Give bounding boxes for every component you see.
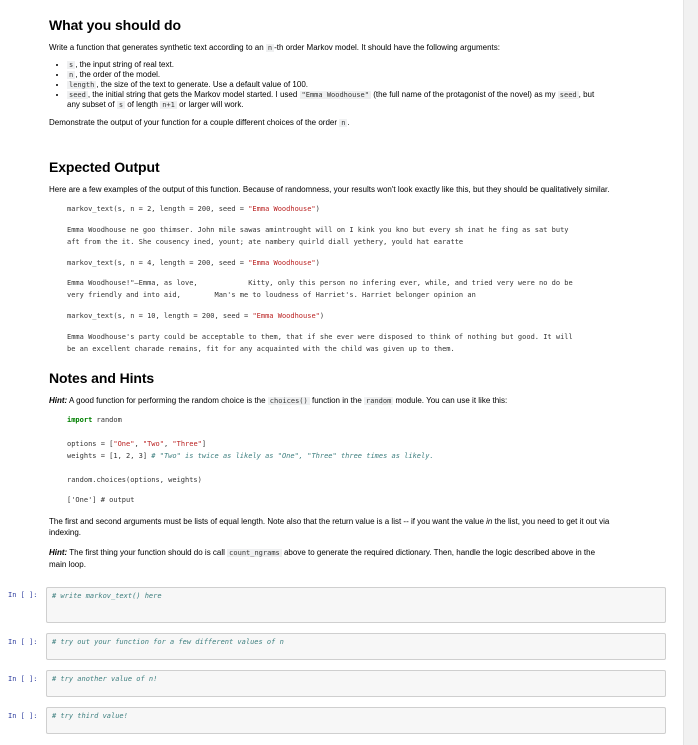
code-options: options = ["One", "Two", "Three"] bbox=[67, 440, 207, 448]
heading-expected-output: Expected Output bbox=[49, 159, 160, 175]
code-cell-input[interactable]: # write markov_text() here bbox=[46, 587, 666, 623]
example-output-1: Emma Woodhouse ne goo thimser. John mile sawas amintrought will on I kink you kno but every sh inat he fing as sat buty aft from the it. She cousency ined, yount; ate nambery quirld diall yethery, yould hat earatte bbox=[67, 226, 569, 246]
cell-prompt: In [ ]: bbox=[8, 675, 38, 683]
example-call-1: markov_text(s, n = 2, length = 200, seed = "Emma Woodhouse") bbox=[67, 205, 320, 213]
code-cell-input[interactable]: # try third value! bbox=[46, 707, 666, 734]
example-output-3: Emma Woodhouse's party could be acceptable to them, that if she ever were disposed to think of nothing but good. It will be an excellent charade remains, fit for any acquainted with the child was given up to them. bbox=[67, 333, 573, 353]
vertical-scrollbar[interactable] bbox=[683, 0, 698, 745]
markdown-cell-notes bbox=[49, 370, 665, 407]
hint-2: Hint: The first thing your function should do is call count_ngrams above to generate the required dictionary. Then, handle the logic described above in the main loop. bbox=[49, 548, 596, 569]
demo-paragraph: Demonstrate the output of your function for a couple different choices of the order n . bbox=[49, 118, 350, 127]
hint-1: Hint: A good function for performing the random choice is the choices() function in the random module. You can use it like this: bbox=[49, 396, 508, 405]
code-weights: weights = [1, 2, 3] # "Two" is twice as likely as "One", "Three" three times as likely. bbox=[67, 452, 434, 460]
note-paragraph: The first and second arguments must be lists of equal length. Note also that the return value is a list -- if you want the value in the list, you need to get it out via indexing. bbox=[49, 517, 610, 537]
markdown-cell-instructions bbox=[49, 17, 665, 129]
expected-output-intro: Here are a few examples of the output of this function. Because of randomness, your results won't look exactly like this, but they should be qualitatively similar. bbox=[49, 185, 610, 194]
code-cell-input[interactable]: # try another value of n! bbox=[46, 670, 666, 697]
heading-notes-and-hints: Notes and Hints bbox=[49, 370, 155, 386]
heading-what-you-should-do: What you should do bbox=[49, 17, 181, 33]
list-item: • s , the input string of real text. bbox=[67, 60, 665, 70]
example-output-2: Emma Woodhouse!"—Emma, as love, Kitty, only this person no infering ever, while, and tried very were no do be very friendly and into aid, Man's me to loudness of Harriet's. Harriet belonger opinion an bbox=[67, 279, 573, 299]
list-item: • n , the order of the model. bbox=[67, 70, 665, 80]
example-call-2: markov_text(s, n = 4, length = 200, seed = "Emma Woodhouse") bbox=[67, 259, 320, 267]
list-item: • seed , the initial string that gets the Markov model started. I used "Emma Woodhouse" (the full name of the protagonist of the novel) as my seed , but any subset of s of length n+1 or larger will work. bbox=[67, 90, 665, 110]
intro-paragraph: Write a function that generates synthetic text according to an n -th order Markov model. It should have the following arguments: bbox=[49, 43, 500, 52]
code-output: ['One'] # output bbox=[67, 496, 135, 504]
code-choices-call: random.choices(options, weights) bbox=[67, 476, 202, 484]
code-import: import random bbox=[67, 416, 122, 424]
cell-prompt: In [ ]: bbox=[8, 712, 38, 720]
previous-cell-edge bbox=[148, 0, 568, 5]
markdown-cell-expected-output bbox=[49, 159, 665, 195]
code-cell-input[interactable]: # try out your function for a few different values of n bbox=[46, 633, 666, 660]
argument-list bbox=[49, 60, 665, 110]
markdown-cell-notes-2 bbox=[49, 516, 665, 570]
cell-prompt: In [ ]: bbox=[8, 591, 38, 599]
list-item: • length , the size of the text to generate. Use a default value of 100. bbox=[67, 80, 665, 90]
example-call-3: markov_text(s, n = 10, length = 200, seed = "Emma Woodhouse") bbox=[67, 312, 325, 320]
cell-prompt: In [ ]: bbox=[8, 638, 38, 646]
